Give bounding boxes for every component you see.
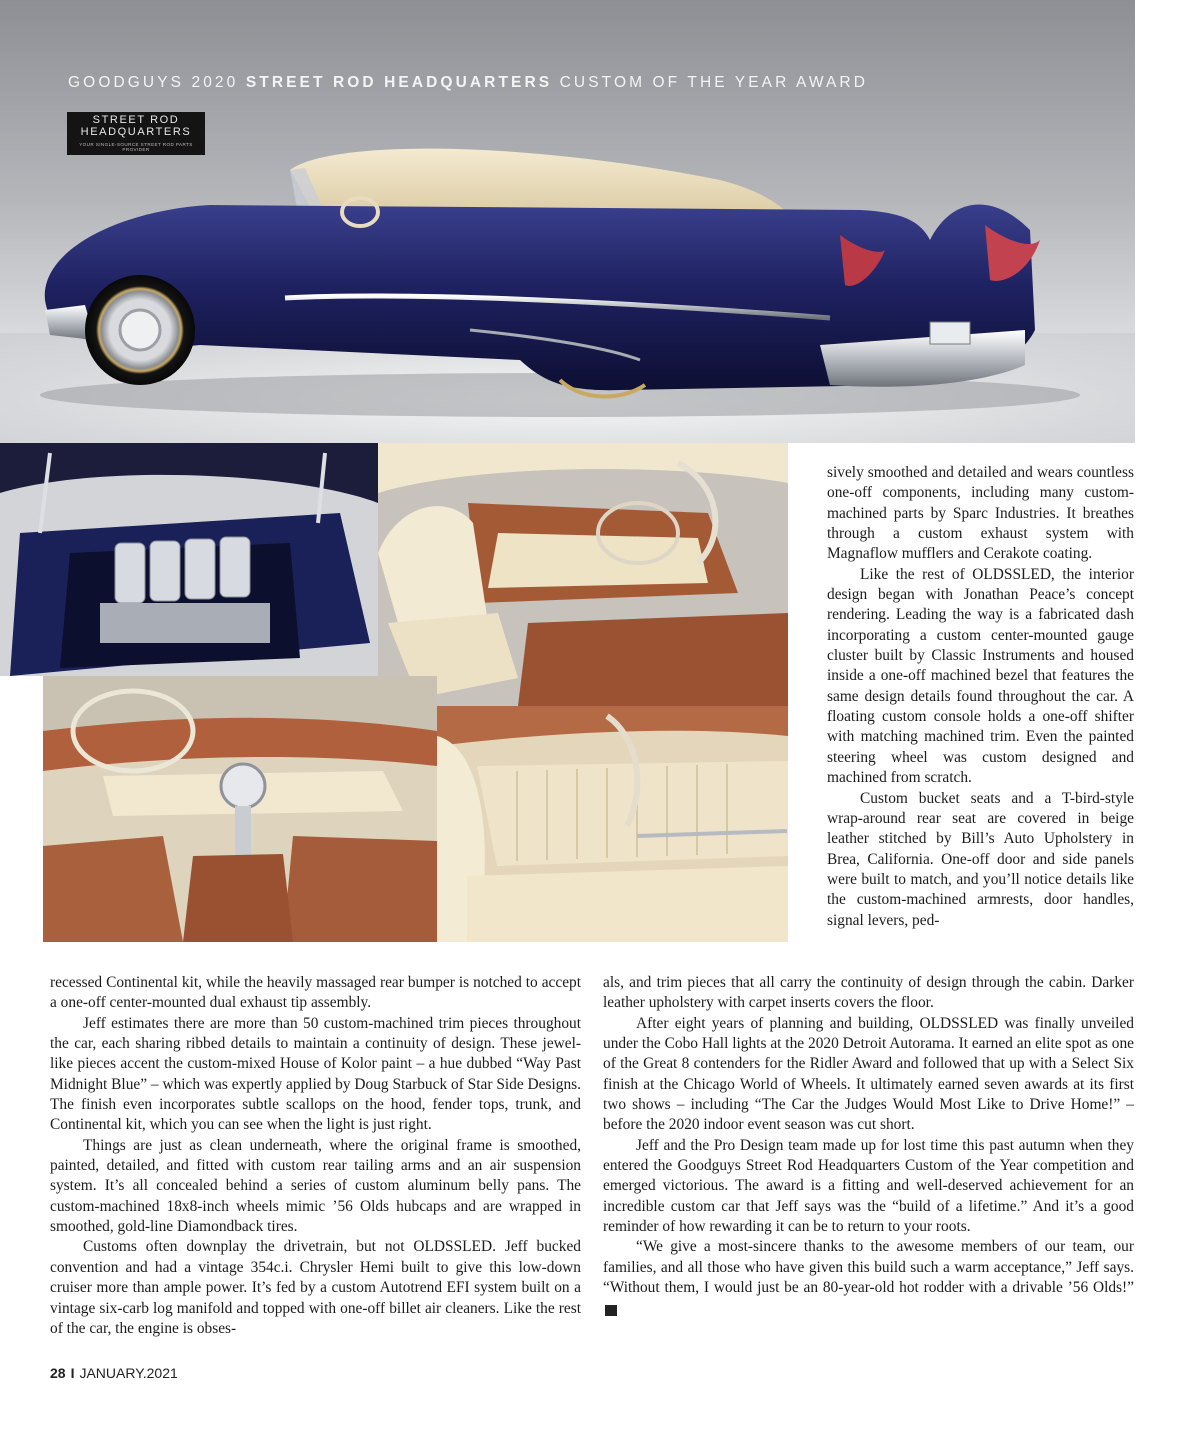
engine-bay-photo (0, 443, 378, 676)
left-paragraph-1: recessed Continental kit, while the heavily massaged rear bumper is notched to accept a one-off center-mounted dual exhaust tip assembly. (50, 974, 581, 1012)
right-paragraph-3: Custom bucket seats and a T-bird-style wrap-around rear seat are covered in beige leather stitched by Bill’s Auto Upholstery in Brea, California. One-off door and side panels were built to match, and you’ll notice details like the custom-machined armrests, door handles, signal levers, ped- (827, 789, 1134, 929)
right-paragraph-2: Like the rest of OLDSSLED, the interior design began with Jonathan Peace’s concept rendering. Leading the way is a fabricated dash incorporating a custom center-mounted gauge cluster built by Classic Instruments and housed inside a one-off machined bezel that features the same design details found throughout the car. A floating custom console holds a one-off shifter with matching machined trim. Even the painted steering wheel was custom designed and machined from scratch. (827, 565, 1134, 787)
door-panel-photo (437, 706, 788, 942)
right-column-text (827, 463, 1134, 931)
logo-tagline: YOUR SINGLE-SOURCE STREET ROD PARTS PROVIDER (79, 142, 193, 152)
end-mark-icon: GG (605, 1305, 617, 1316)
dashboard-photo (43, 676, 437, 942)
logo-line-1: STREET ROD (92, 114, 180, 126)
banner-suffix: CUSTOM OF THE YEAR AWARD (559, 74, 869, 91)
interior-seats-photo (378, 443, 788, 706)
logo-line-2: HEADQUARTERS (80, 126, 192, 138)
middle-paragraph-4 (603, 1237, 1134, 1318)
page-number: 28 (50, 1365, 66, 1381)
left-paragraph-4: Customs often downplay the drivetrain, but not OLDSSLED. Jeff bucked convention and had a vintage 354c.i. Chrysler Hemi built to give this low-down cruiser more than ample power. It’s fed by a custom Autotrend EFI system built on a vintage six-carb log manifold and topped with one-off billet air cleaners. Like the rest of the car, the engine is obses- (50, 1238, 581, 1337)
middle-paragraph-1: als, and trim pieces that all carry the continuity of design through the cabin. Darker leather upholstery with carpet inserts covers the floor. (603, 974, 1134, 1012)
banner-prefix: GOODGUYS 2020 (68, 74, 239, 91)
hero-photo (0, 0, 1135, 443)
banner-bold: STREET ROD HEADQUARTERS (245, 74, 553, 91)
award-banner (68, 74, 868, 92)
left-paragraph-2: Jeff estimates there are more than 50 custom-machined trim pieces throughout the car, each sharing ribbed details to maintain a continuity of design. These jewel-like pieces accent the custom-mixed House of Kolor paint – a hue dubbed “Way Past Midnight Blue” – which was expertly applied by Doug Starbuck of Star Side Designs. The finish even incorporates subtle scallops on the hood, fender tops, trunk, and Continental kit, which you can see when the light is just right. (50, 1014, 581, 1134)
page-footer (50, 1365, 178, 1381)
middle-column-text (603, 973, 1134, 1319)
car-illustration (0, 0, 1135, 443)
middle-paragraph-3: Jeff and the Pro Design team made up for lost time this past autumn when they entered the Goodguys Street Rod Headquarters Custom of the Year competition and emerged victorious. The award is a fitting and well-deserved achievement for an incredible custom car that Jeff says was the “build of a lifetime.” And it’s a good reminder of how rewarding it can be to return to your roots. (603, 1136, 1134, 1236)
left-column-text (50, 973, 581, 1339)
middle-paragraph-2: After eight years of planning and building, OLDSSLED was finally unveiled under the Cobo Hall lights at the 2020 Detroit Autorama. It earned an elite spot as one of the Great 8 contenders for the Ridler Award and followed that up with a Select Six finish at the Chicago World of Wheels. It ultimately earned seven awards at its first two shows – including “The Car the Judges Would Most Like to Drive Home!” – before the 2020 indoor event season was cut short. (603, 1014, 1134, 1134)
closing-quote: “We give a most-sincere thanks to the awesome members of our team, our families, and all those who have given this build such a warm acceptance,” Jeff says. “Without them, I would just be an 80-year-old hot rodder with a drivable ’56 Olds!” (603, 1238, 1134, 1297)
left-paragraph-3: Things are just as clean underneath, where the original frame is smoothed, painted, detailed, and fitted with custom rear tailing arms and an air suspension system. It’s all concealed behind a series of custom aluminum belly pans. The custom-machined 18x8-inch wheels mimic ’56 Olds hubcaps and are wrapped in smoothed, gold-line Diamondback tires. (50, 1136, 581, 1236)
footer-separator: I (70, 1365, 75, 1381)
sponsor-logo (67, 112, 205, 155)
issue-date: JANUARY.2021 (79, 1365, 178, 1381)
right-paragraph-1: sively smoothed and detailed and wears countless one-off components, including many custom-machined parts by Sparc Industries. It breathes through a custom exhaust system with Magnaflow mufflers and Cerakote coating. (827, 464, 1134, 563)
